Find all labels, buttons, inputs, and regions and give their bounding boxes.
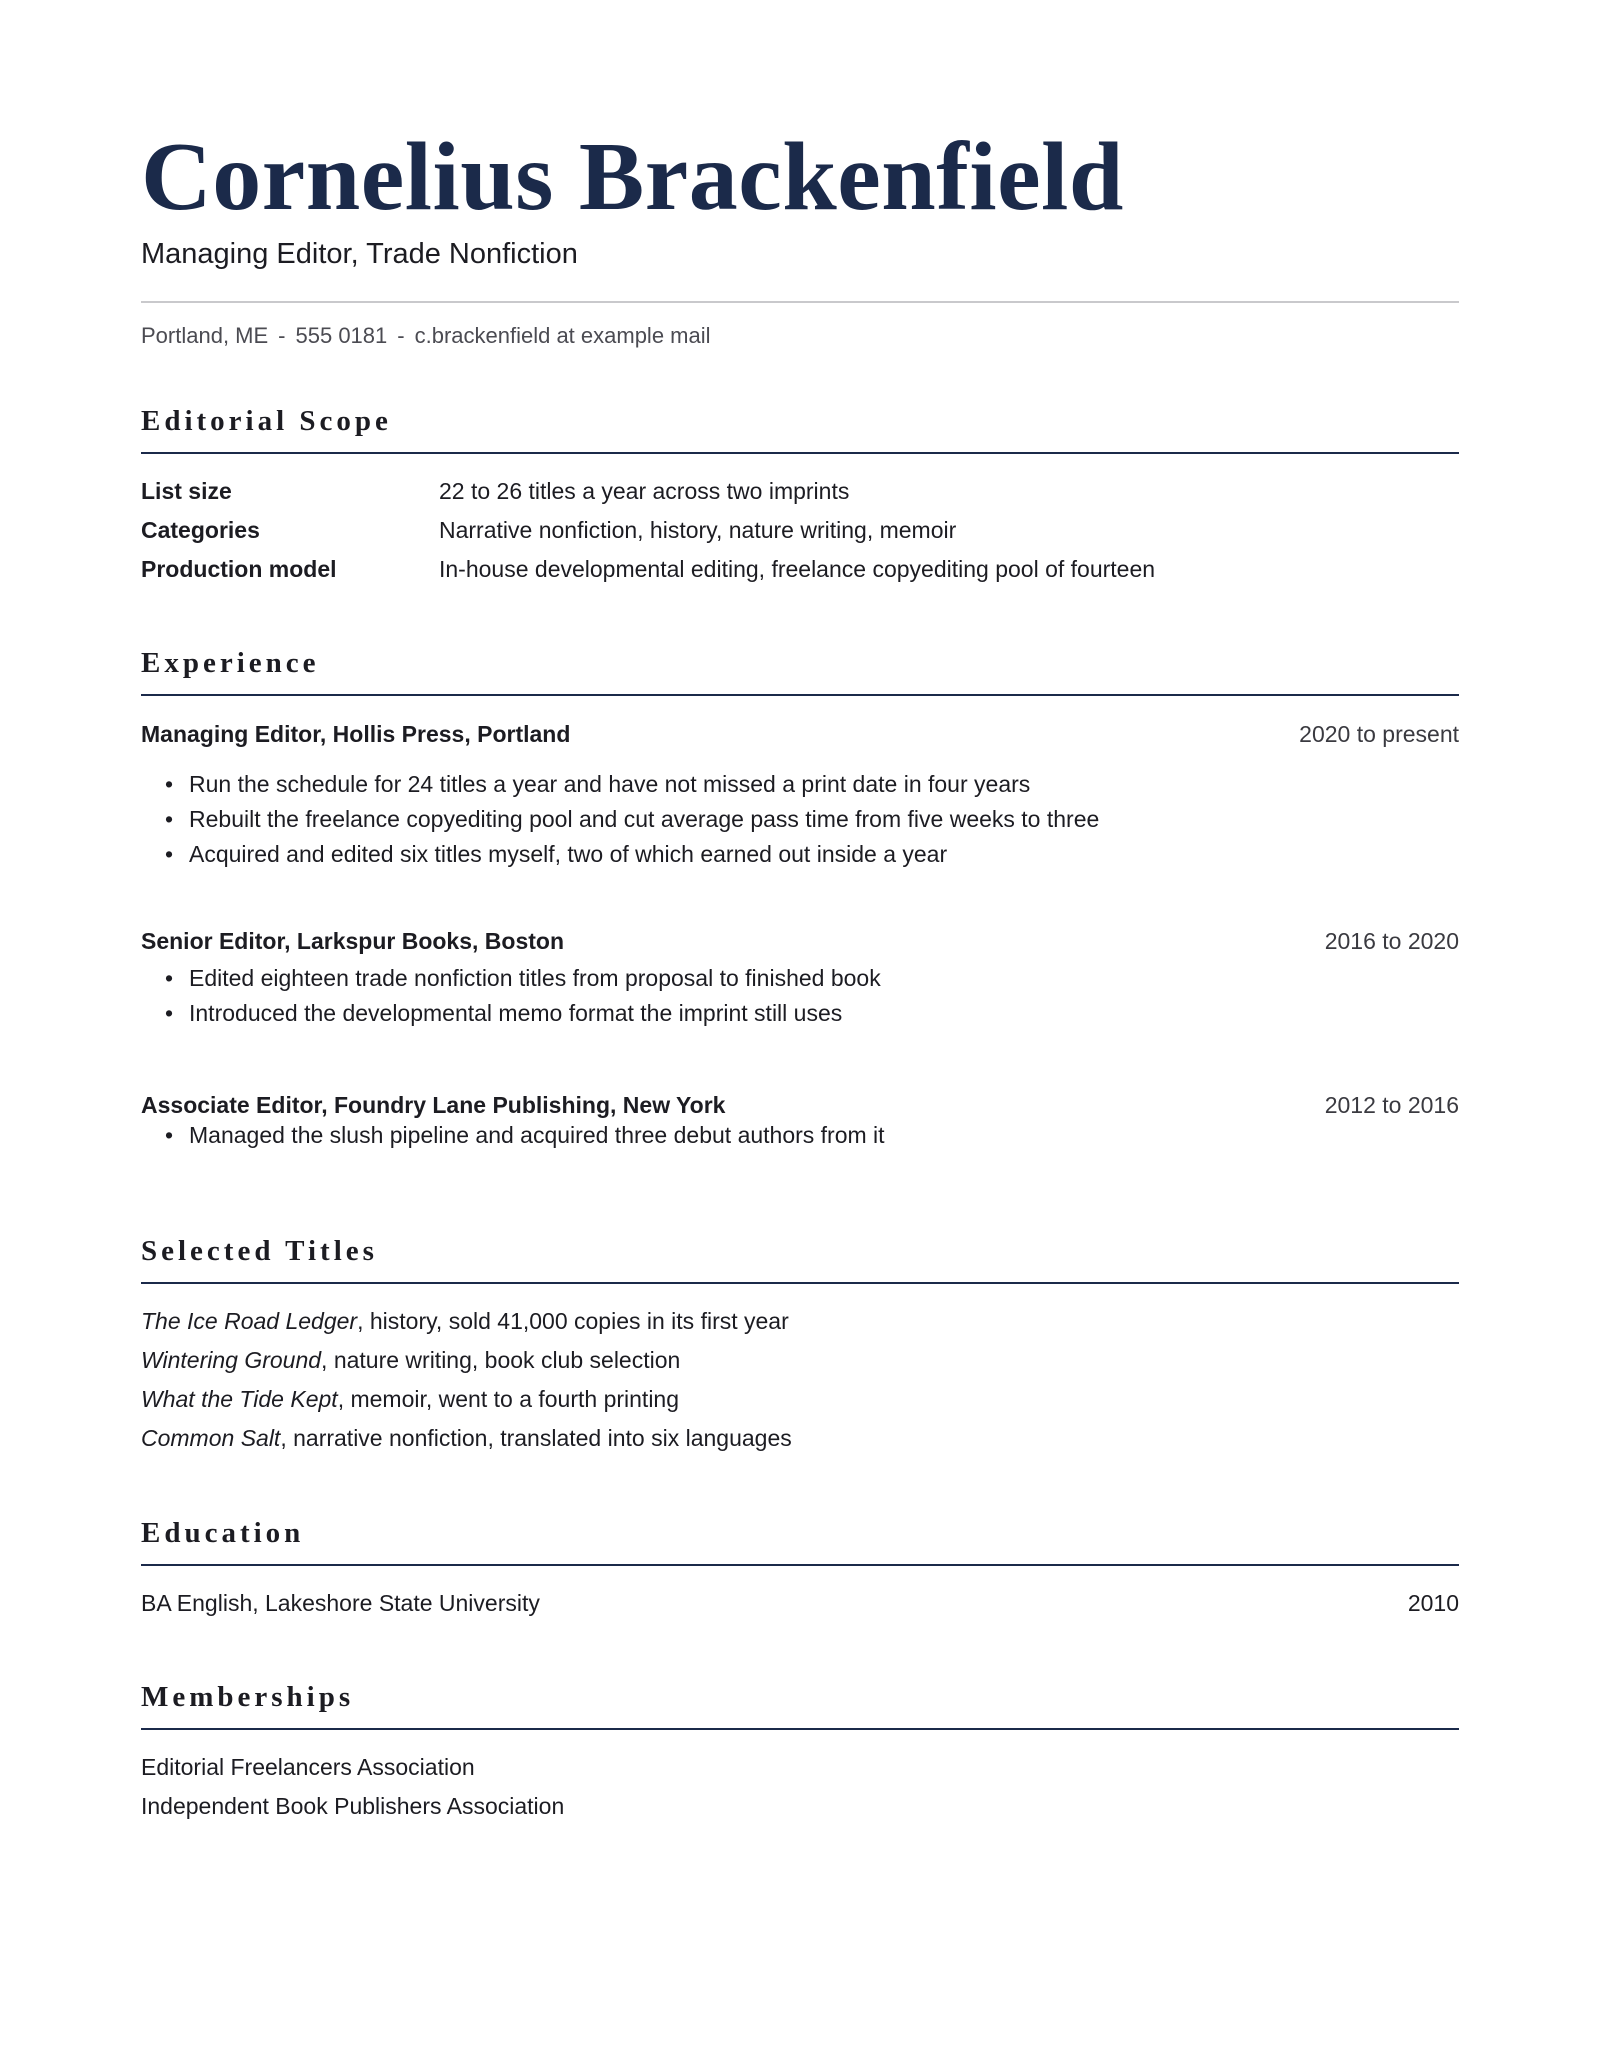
title-entry [141,1423,792,1453]
membership-item: Independent Book Publishers Association [141,1793,565,1819]
section-divider [141,1282,1459,1284]
contact-separator: - [397,323,405,348]
education-degree: BA English, Lakeshore State University [141,1590,540,1616]
section-divider [141,694,1459,696]
job-dates: 2012 to 2016 [1324,1092,1459,1118]
bullet-dot: • [165,771,174,797]
section-divider [141,452,1459,454]
scope-value: Narrative nonfiction, history, nature writing, memoir [439,517,957,543]
education-year: 2010 [1407,1590,1459,1616]
bullet-dot: • [165,1000,174,1026]
bullet-text: Edited eighteen trade nonfiction titles from proposal to finished book [189,965,881,991]
book-note: , memoir, went to a fourth printing [337,1386,680,1412]
bullet-text: Acquired and edited six titles myself, two of which earned out inside a year [189,841,948,867]
bullet-dot: • [165,1122,174,1148]
resume-page [141,0,1459,2071]
job-title: Associate Editor, Foundry Lane Publishing, New York [141,1092,726,1118]
scope-value: In-house developmental editing, freelance copyediting pool of fourteen [439,556,1156,582]
bullet-text: Introduced the developmental memo format the imprint still uses [189,1000,843,1026]
job-bullet [165,998,842,1028]
job-bullet [165,769,1030,799]
section-heading-experience: Experience [141,647,320,679]
bullet-text: Managed the slush pipeline and acquired three debut authors from it [189,1122,885,1148]
bullet-dot: • [165,841,174,867]
job-bullet [165,1120,885,1150]
scope-label: Categories [141,517,260,543]
header-divider [141,301,1459,303]
contact-phone: 555 0181 [295,323,388,348]
section-heading-education: Education [141,1517,305,1549]
job-bullet [165,804,1099,834]
bullet-text: Run the schedule for 24 titles a year and have not missed a print date in four years [189,771,1031,797]
job-bullet [165,963,881,993]
scope-label: List size [141,478,232,504]
section-divider [141,1564,1459,1566]
bullet-text: Rebuilt the freelance copyediting pool and cut average pass time from five weeks to three [189,806,1100,832]
candidate-name: Cornelius Brackenfield [141,123,1124,231]
contact-separator: - [278,323,286,348]
section-heading-editorial-scope: Editorial Scope [141,405,392,437]
job-bullet [165,839,947,869]
section-heading-memberships: Memberships [141,1681,355,1713]
job-title: Managing Editor, Hollis Press, Portland [141,721,571,747]
bullet-dot: • [165,965,174,991]
book-title: Common Salt [141,1425,281,1451]
candidate-title: Managing Editor, Trade Nonfiction [141,238,578,270]
title-entry [141,1306,789,1336]
job-title: Senior Editor, Larkspur Books, Boston [141,928,565,954]
section-heading-selected-titles: Selected Titles [141,1235,378,1267]
contact-email: c.brackenfield at example mail [414,323,711,348]
contact-location: Portland, ME [141,323,269,348]
book-title: What the Tide Kept [141,1386,338,1412]
bullet-dot: • [165,806,174,832]
job-dates: 2020 to present [1299,721,1459,747]
book-note: , history, sold 41,000 copies in its first year [357,1308,789,1334]
book-note: , nature writing, book club selection [321,1347,681,1373]
scope-value: 22 to 26 titles a year across two imprints [439,478,850,504]
title-entry [141,1384,679,1414]
scope-label: Production model [141,556,337,582]
title-entry [141,1345,680,1375]
contact-line [141,321,711,351]
book-title: Wintering Ground [141,1347,322,1373]
book-title: The Ice Road Ledger [141,1308,358,1334]
membership-item: Editorial Freelancers Association [141,1754,475,1780]
section-divider [141,1728,1459,1730]
book-note: , narrative nonfiction, translated into six languages [280,1425,792,1451]
job-dates: 2016 to 2020 [1324,928,1459,954]
